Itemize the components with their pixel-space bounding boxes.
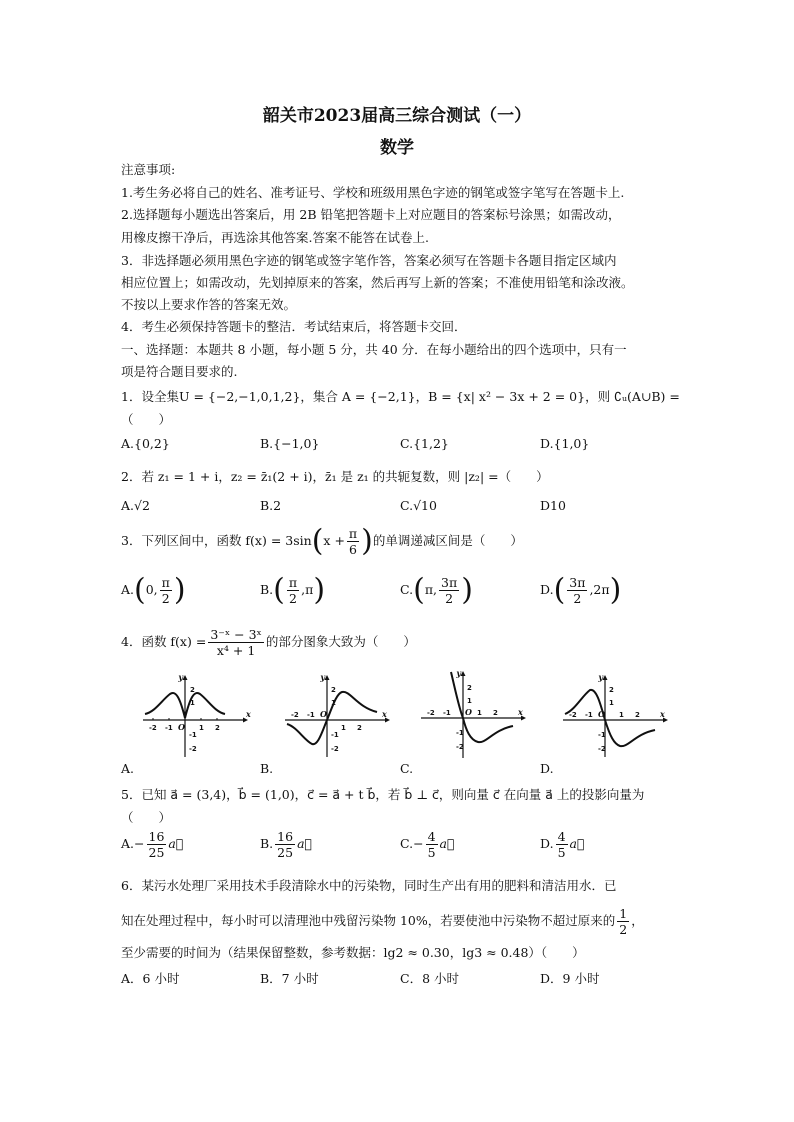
tick-label: -2 [569,711,577,719]
origin-label: O [465,707,472,717]
q4-option-b: B. [260,761,274,776]
tick-label: -2 [598,745,606,753]
section-heading-cont: 项是符合题目要求的. [121,364,238,379]
question-2-text: 2．若 z₁ = 1 + i，z₂ = z̄₁(2 + i)，z̄₁ 是 z₁ 的共轭复数，则 |z₂| =（ ） [121,469,549,484]
tick-label: -1 [307,711,315,719]
q3-arg: x + [323,533,345,548]
origin-label: O [178,722,185,732]
question-6-line-1: 6．某污水处理厂采用技术手段清除水中的污染物，同时生产出有用的肥料和清洁用水．已 [121,878,617,893]
question-1-paren: （ ） [121,412,172,427]
tick-label: 2 [635,711,640,719]
tick-label: -2 [456,743,464,751]
tick-label: 1 [467,697,472,705]
tick-label: 1 [609,699,614,707]
tick-label: -2 [189,745,197,753]
x-axis-label: x [246,709,251,719]
q4-option-c: C. [400,761,414,776]
tick-label: 1 [190,699,195,707]
x-axis-label: x [518,707,523,717]
tick-label: -1 [189,731,197,739]
q5-option-c: C.− $\frac{4}{5}$ a⃗ [400,829,455,860]
note-line: 4．考生必须保持答题卡的整洁．考试结束后，将答题卡交回． [121,319,467,334]
tick-label: -1 [598,731,606,739]
y-axis-label: y [320,672,325,682]
q3-left-paren: ( [311,523,324,559]
q4-option-d: D. [540,761,554,776]
tick-label: -2 [291,711,299,719]
tick-label: -1 [456,729,464,737]
tick-label: 2 [331,686,336,694]
q3-option-a: A.(0, $\frac{\pi}{2}$ ) [121,572,186,608]
tick-label: 1 [477,709,482,717]
question-5-text: 5．已知 a⃗ = (3,4)，b⃗ = (1,0)，c⃗ = a⃗ + t b⃗，若 b⃗ ⊥ c⃗，则向量 c⃗ 在向量 a⃗ 上的投影向量为 [121,787,645,802]
note-line: 1.考生务必将自己的姓名、准考证号、学校和班级用黑色字迹的钢笔或签字笔写在答题卡上. [121,185,625,200]
q6-one-half: $\frac{1}{2}$ [619,906,628,937]
q4-graph-a [140,672,250,762]
q4-graph-c [418,668,528,762]
tick-label: -1 [331,731,339,739]
q1-option-b: B.{−1,0} [260,436,320,451]
q3-option-b: B.( $\frac{\pi}{2}$ ,π) [260,572,326,608]
x-axis-label: x [382,709,387,719]
tick-label: -2 [331,745,339,753]
note-line: 不按以上要求作答的答案无效。 [121,297,297,312]
q2-option-a: A.√2 [121,498,150,513]
q2-option-c: C.√10 [400,498,437,513]
origin-label: O [320,709,327,719]
q4-graph-a-svg [140,672,250,762]
tick-label: 2 [493,709,498,717]
q4-graph-d [560,672,670,762]
q6-option-c: C．8 小时 [400,971,459,986]
y-axis-label: y [598,672,603,682]
q3-option-c: C.(π, $\frac{3\pi}{2}$ ) [400,572,473,608]
q1-option-d: D.{1,0} [540,436,590,451]
q4-graph-d-svg [560,672,670,762]
tick-label: -1 [585,711,593,719]
q3-pi-over-6: $\frac{\pi}{6}$ [348,526,358,557]
page-title: 韶关市2023届高三综合测试（一） [262,106,532,126]
q4-function-fraction: $\frac{\text{3⁻ˣ − 3ˣ}}{\text{x⁴ + 1}}$ [210,627,262,658]
q5-option-a: A.− $\frac{16}{25}$ a⃗ [121,829,184,860]
q5-option-d: D. $\frac{4}{5}$ a⃗ [540,829,585,860]
q3-option-d: D.( $\frac{3\pi}{2}$ ,2π) [540,572,622,608]
section-heading: 一、选择题：本题共 8 小题，每小题 5 分，共 40 分．在每小题给出的四个选项中，只有一 [121,342,627,357]
q6-option-d: D．9 小时 [540,971,600,986]
q4-graph-b [282,672,392,762]
question-4-text: 4．函数 f(x) = $\frac{\text{3⁻ˣ − 3ˣ}}{\text{x⁴ + 1}}$ 的部分图象大致为（ ） [121,627,416,658]
q6-option-b: B．7 小时 [260,971,319,986]
tick-label: 1 [199,724,204,732]
y-axis-label: y [456,668,461,678]
y-axis-label: y [178,672,183,682]
tick-label: 2 [467,684,472,692]
note-line: 相应位置上；如需改动，先划掉原来的答案，然后再写上新的答案；不准使用铅笔和涂改液。 [121,275,634,290]
question-6-line-2: 知在处理过程中，每小时可以清理池中残留污染物 10%，若要使池中污染物不超过原来的 $\frac{1}{2}$ ， [121,906,644,937]
note-line: 用橡皮擦干净后，再选涂其他答案.答案不能答在试卷上. [121,230,429,245]
q1-option-c: C.{1,2} [400,436,449,451]
note-line: 3．非选择题必须用黑色字迹的钢笔或签字笔作答，答案必须写在答题卡各题目指定区域内 [121,253,617,268]
tick-label: 1 [331,699,336,707]
question-1-text: 1．设全集U = {−2,−1,0,1,2}，集合 A = {−2,1}，B = {x| x² − 3x + 2 = 0}，则 ∁ᵤ(A∪B) = [121,389,680,404]
x-axis-label: x [660,709,665,719]
q4-graph-b-svg [282,672,392,762]
origin-label: O [598,709,605,719]
tick-label: 2 [357,724,362,732]
q3-right-paren: ) [361,523,373,559]
q2-option-d: D10 [540,498,566,513]
question-6-line-3: 至少需要的时间为（结果保留整数，参考数据：lg2 ≈ 0.30，lg3 ≈ 0.48）（ ） [121,945,585,960]
q6-option-a: A．6 小时 [121,971,180,986]
page-subtitle: 数学 [380,138,414,158]
q1-option-a: A.{0,2} [121,436,170,451]
note-line: 2.选择题每小题选出答案后，用 2B 铅笔把答题卡上对应题目的答案标号涂黑；如需改动， [121,207,621,222]
tick-label: 1 [341,724,346,732]
tick-label: -2 [149,724,157,732]
q5-option-b: B. $\frac{16}{25}$ a⃗ [260,829,313,860]
tick-label: 1 [619,711,624,719]
tick-label: 2 [609,686,614,694]
q4-graph-c-svg [418,668,528,762]
tick-label: 2 [215,724,220,732]
tick-label: -1 [443,709,451,717]
notes-heading: 注意事项: [121,162,176,177]
tick-label: 2 [190,686,195,694]
q3-prefix: 3．下列区间中，函数 f(x) = 3sin [121,533,312,548]
q2-option-b: B.2 [260,498,282,513]
question-3-text [121,523,523,559]
q4-option-a: A. [121,761,135,776]
tick-label: -1 [165,724,173,732]
tick-label: -2 [427,709,435,717]
q3-suffix: 的单调递减区间是（ ） [372,533,523,548]
question-5-paren: （ ） [121,810,172,825]
